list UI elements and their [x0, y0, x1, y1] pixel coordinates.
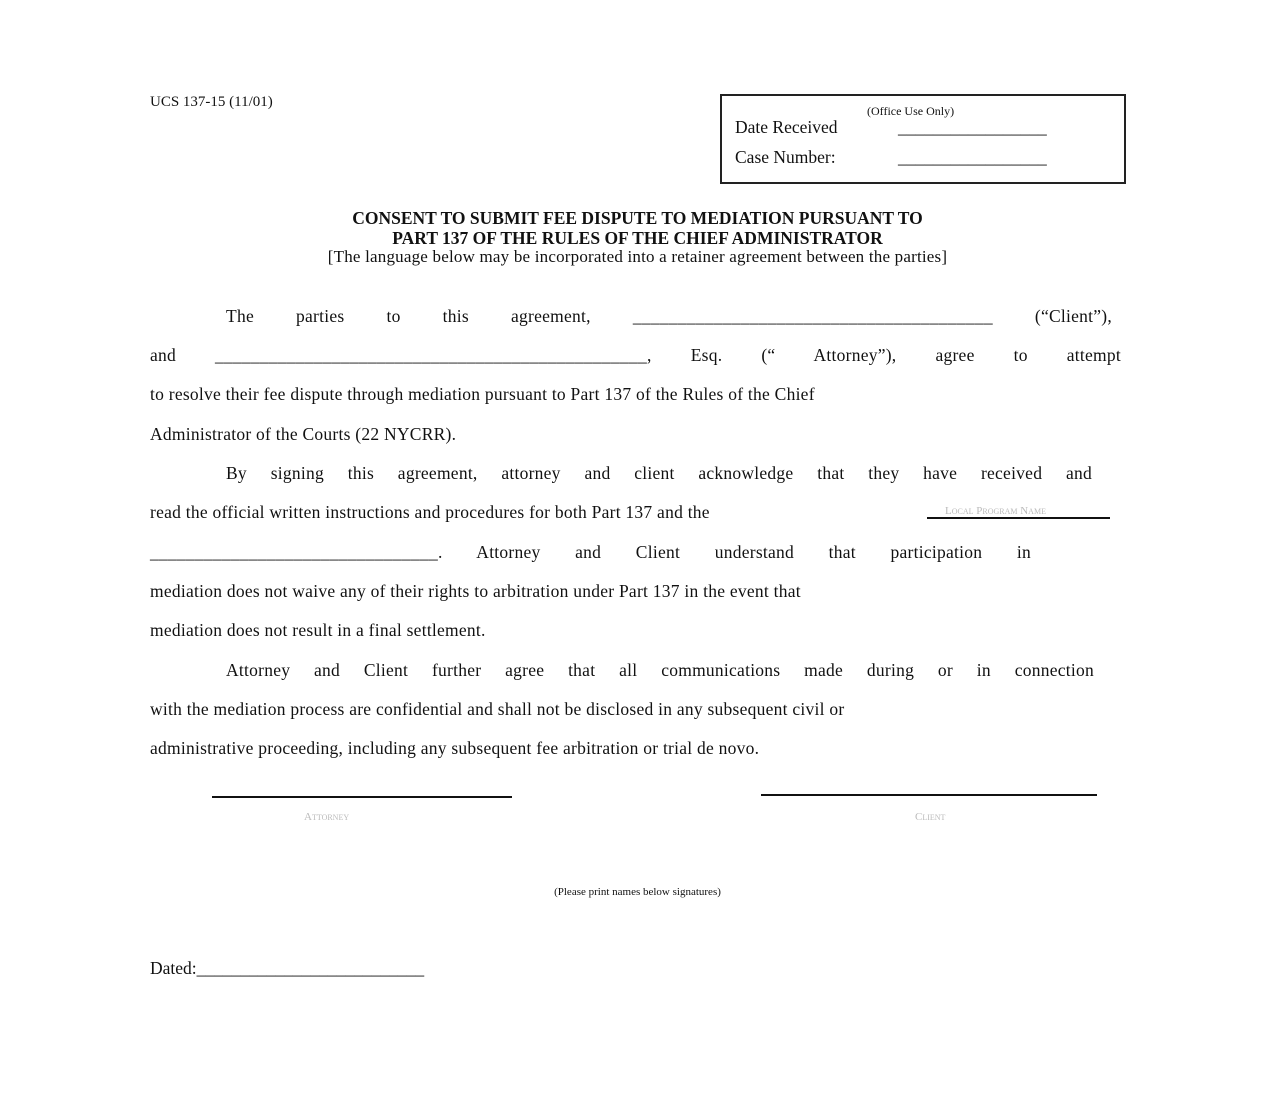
body-line: ________________________________. Attorney and Client understand that participation in	[150, 542, 1031, 562]
local-program-label: Local Program Name	[945, 505, 1046, 517]
body-line: to resolve their fee dispute through mediation pursuant to Part 137 of the Rules of the Chief	[150, 384, 815, 404]
subtitle: [The language below may be incorporated into a retainer agreement between the parties]	[327, 247, 948, 266]
title-line-1: CONSENT TO SUBMIT FEE DISPUTE TO MEDIATION PURSUANT TO	[352, 208, 923, 228]
date-received-label: Date Received	[735, 117, 838, 137]
body-line: with the mediation process are confidential and shall not be disclosed in any subsequent civil or	[150, 699, 845, 719]
client-signature-line[interactable]	[761, 794, 1097, 796]
date-received-field[interactable]: _________________	[898, 117, 1047, 137]
body-line: Attorney and Client further agree that all communications made during or in connection	[226, 660, 1094, 680]
office-use-box	[720, 94, 1126, 184]
body-line: By signing this agreement, attorney and client acknowledge that they have received and	[226, 463, 1092, 483]
body-line: read the official written instructions and procedures for both Part 137 and the	[150, 502, 710, 522]
body-line: mediation does not waive any of their rights to arbitration under Part 137 in the event that	[150, 581, 801, 601]
local-program-blank[interactable]	[927, 517, 1110, 519]
dated-field[interactable]: Dated:__________________________	[150, 958, 425, 978]
title-line-2: PART 137 OF THE RULES OF THE CHIEF ADMINISTRATOR	[392, 228, 883, 248]
body-line: administrative proceeding, including any subsequent fee arbitration or trial de novo.	[150, 738, 760, 758]
body-line: The parties to this agreement, ________________________________________ (“Client”),	[226, 306, 1112, 326]
client-label: Client	[915, 811, 946, 823]
print-names-note: (Please print names below signatures)	[554, 886, 721, 898]
form-number: UCS 137-15 (11/01)	[150, 94, 273, 110]
office-use-heading: (Office Use Only)	[867, 104, 955, 118]
attorney-label: Attorney	[304, 811, 350, 823]
attorney-signature-line[interactable]	[212, 796, 512, 798]
body-line: Administrator of the Courts (22 NYCRR).	[150, 424, 457, 444]
case-number-label: Case Number:	[735, 147, 836, 167]
body-line: mediation does not result in a final settlement.	[150, 620, 486, 640]
body-line: and ________________________________________________, Esq. (“ Attorney”), agree to attempt	[150, 345, 1121, 365]
case-number-field[interactable]: _________________	[898, 147, 1047, 167]
